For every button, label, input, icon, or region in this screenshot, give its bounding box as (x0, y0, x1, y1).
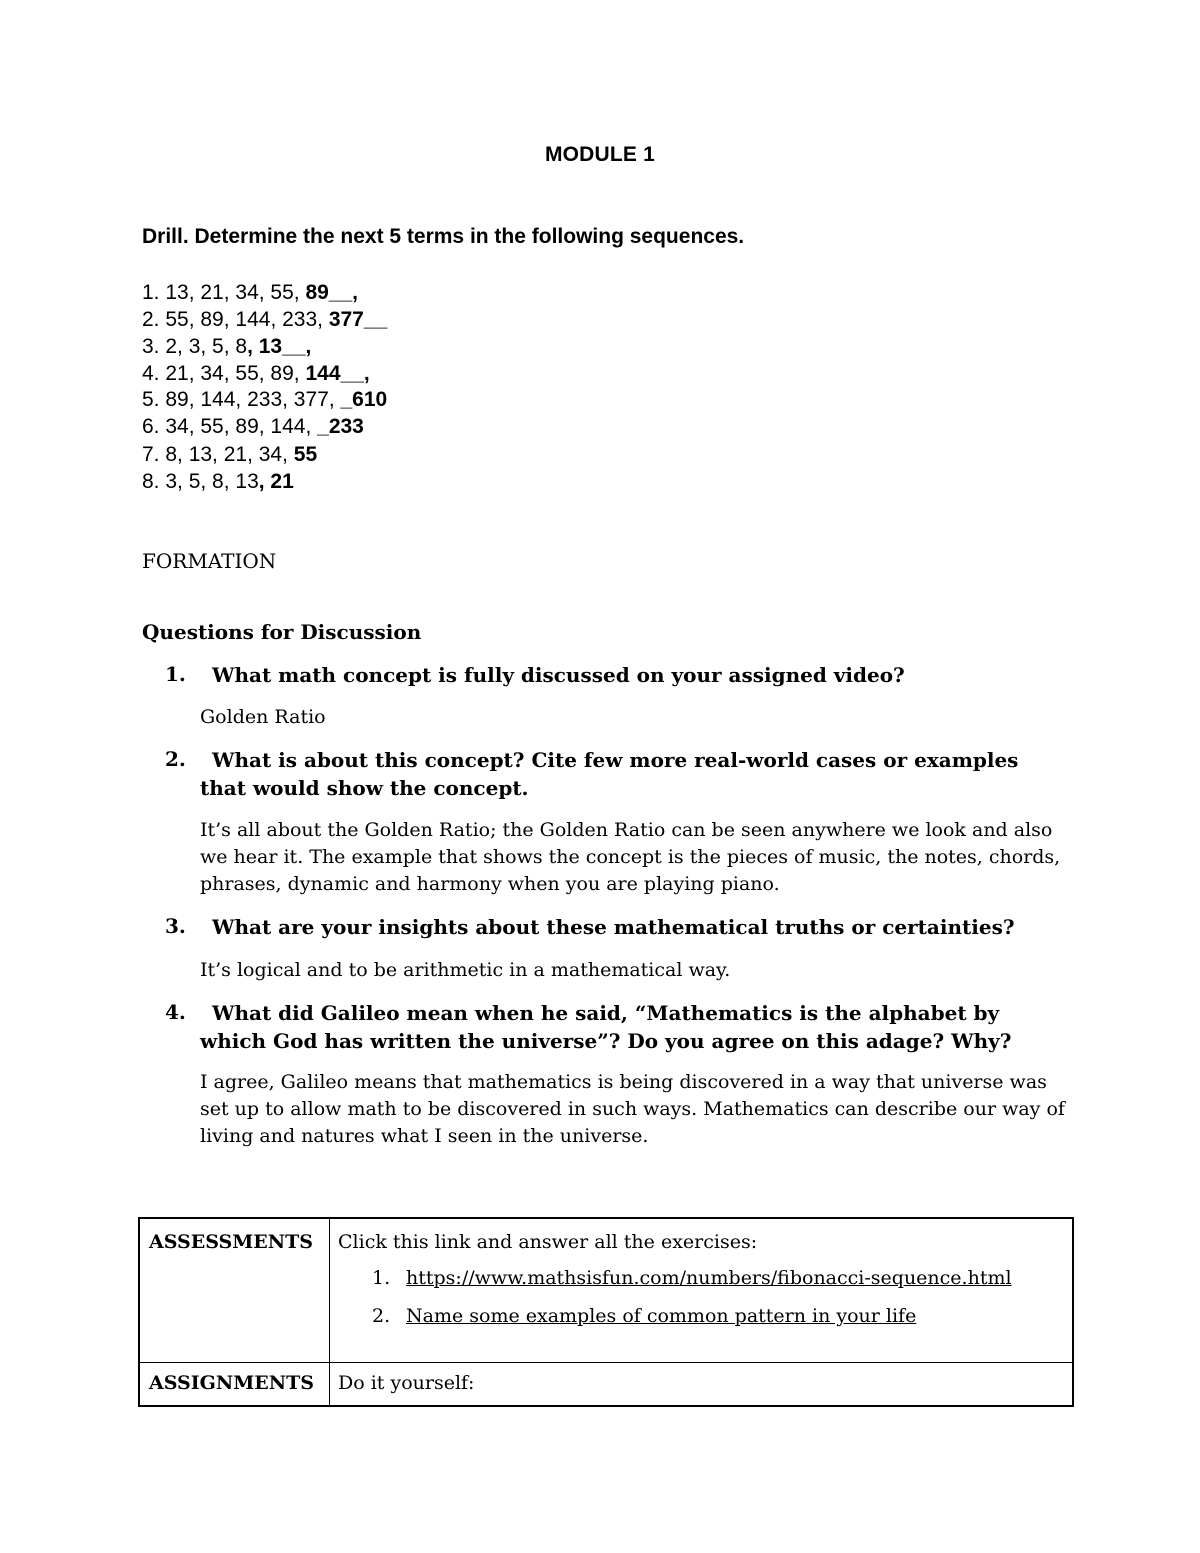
assignments-label: ASSIGNMENTS (139, 1362, 330, 1406)
drill-item: 6. 34, 55, 89, 144, _233 (142, 415, 364, 438)
table-row (139, 1362, 1073, 1406)
assessments-intro: Click this link and answer all the exercises: (338, 1231, 758, 1253)
question-text: What did Galileo mean when he said, “Mathematics is the alphabet by which God has written the universe”? Do you agree on this adage? Why? (200, 1001, 1012, 1053)
table-row (139, 1218, 1073, 1362)
drill-item: 1. 13, 21, 34, 55, 89__, (142, 281, 359, 304)
drill-item: 3. 2, 3, 5, 8, 13__, (142, 335, 312, 358)
question-text: What is about this concept? Cite few more real-world cases or examples that would show the concept. (200, 748, 1019, 800)
answer-text: Golden Ratio (200, 706, 326, 728)
list-item: 1. https://www.mathsisfun.com/numbers/fibonacci-sequence.html (372, 1267, 1012, 1289)
question-text: What are your insights about these mathematical truths or certainties? (212, 915, 1015, 939)
assessments-label: ASSESSMENTS (139, 1218, 330, 1362)
common-pattern-link[interactable]: Name some examples of common pattern in your life (406, 1305, 917, 1327)
question-number: 3. (165, 914, 186, 938)
assessments-list (372, 1267, 1072, 1327)
assessments-cell (330, 1218, 1074, 1362)
section-heading-formation: FORMATION (142, 549, 277, 573)
question-number: 2. (165, 747, 186, 771)
drill-item: 2. 55, 89, 144, 233, 377__ (142, 308, 388, 331)
drill-heading: Drill. Determine the next 5 terms in the following sequences. (142, 225, 745, 248)
drill-item: 4. 21, 34, 55, 89, 144__, (142, 362, 370, 385)
drill-item: 8. 3, 5, 8, 13, 21 (142, 470, 294, 493)
page-title: MODULE 1 (544, 143, 656, 166)
answer-text: It’s all about the Golden Ratio; the Golden Ratio can be seen anywhere we look and also we hear it. The example that shows the concept is the pieces of music, the notes, chords, phrases, dynamic and harmony when you are playing piano. (200, 819, 1061, 895)
assessment-table (138, 1217, 1074, 1407)
drill-item: 7. 8, 13, 21, 34, 55 (142, 443, 318, 466)
answer-text: I agree, Galileo means that mathematics is being discovered in a way that universe was set up to allow math to be discovered in such ways. Mathematics can describe our way of living and natures what I seen in the universe. (200, 1071, 1065, 1147)
assignments-cell: Do it yourself: (330, 1362, 1074, 1406)
question-number: 1. (165, 662, 186, 686)
drill-item: 5. 89, 144, 233, 377, _610 (142, 388, 388, 411)
questions-heading: Questions for Discussion (142, 620, 422, 644)
answer-text: It’s logical and to be arithmetic in a mathematical way. (200, 959, 731, 981)
fibonacci-link[interactable]: https://www.mathsisfun.com/numbers/fibonacci-sequence.html (406, 1267, 1012, 1289)
question-number: 4. (165, 1000, 186, 1024)
list-item: 2. Name some examples of common pattern in your life (372, 1305, 917, 1327)
question-text: What math concept is fully discussed on your assigned video? (212, 663, 905, 687)
